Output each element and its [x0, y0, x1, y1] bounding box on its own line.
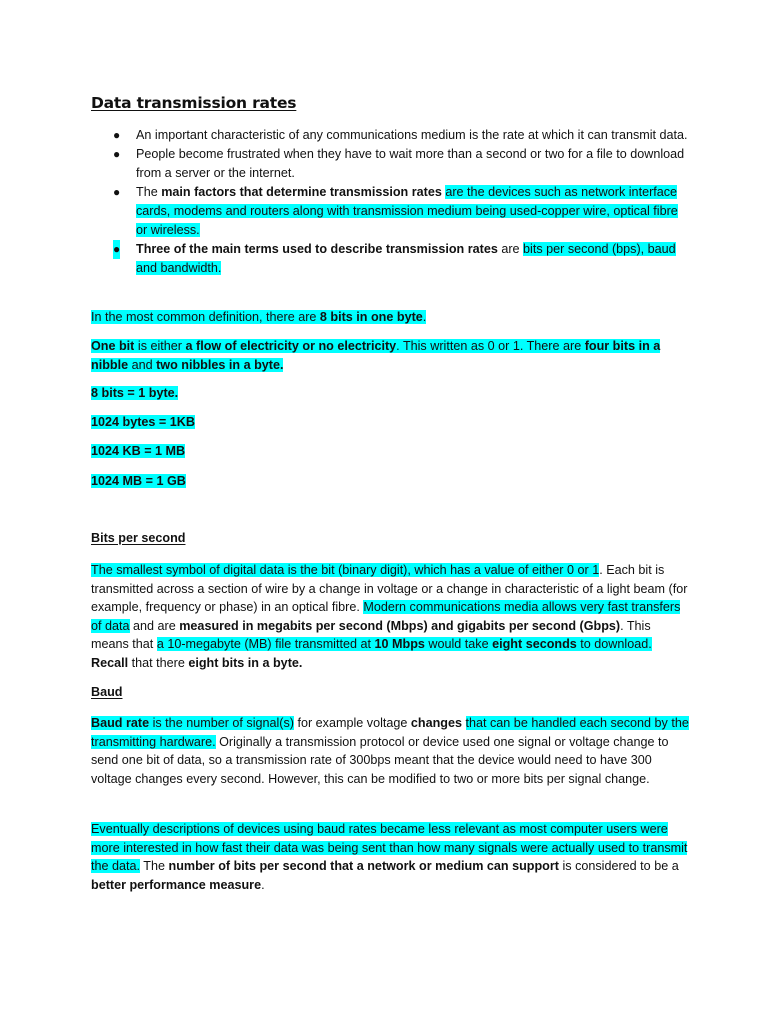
paragraph-1kb	[91, 413, 691, 432]
bullet-item	[0, 240, 768, 278]
paragraph-baud-rate	[91, 714, 691, 788]
text-run: is the number of signal(s)	[149, 716, 294, 730]
bullet-dot-icon: ●	[113, 128, 121, 142]
bold-text-run: Baud rate	[91, 716, 150, 730]
bold-text-run: 1024 MB = 1 GB	[91, 474, 186, 488]
bold-text-run: measured in megabits per second (Mbps) and gigabits per second (Gbps)	[179, 618, 621, 633]
text-run: . This means that	[91, 618, 651, 652]
text-run: bits per second (bps), baud and bandwidth.	[136, 241, 676, 275]
bold-text-run: 10 Mbps	[374, 637, 425, 652]
paragraph-smallest-symbol	[91, 561, 691, 673]
text-run: The	[136, 185, 162, 200]
text-run: for example voltage	[293, 716, 411, 730]
text-run: that can be handled each second by the transmitting hardware.	[91, 716, 689, 749]
bold-text-run: a flow of electricity or no electricity	[185, 339, 397, 353]
bold-text-run: changes	[410, 716, 462, 730]
text-run: are	[497, 241, 524, 256]
bold-text-run: four bits in a nibble	[91, 339, 661, 372]
text-run: Eventually descriptions of devices using baud rates became less relevant as most computer users were more interested in how fast their data was being sent than how many signals were actually used to transmit the data.	[91, 822, 688, 874]
bold-text-run: 8 bits in one byte	[319, 310, 423, 324]
text-run: to download.	[576, 637, 652, 652]
text-run: are the devices such as network interface cards, modems and routers along with transmission medium being used-copper wire, optical fibre or wireless.	[136, 185, 678, 237]
bold-text-run: main factors that determine transmission rates	[161, 185, 442, 200]
heading-baud: Baud	[91, 685, 123, 699]
bold-text-run: One bit	[91, 339, 135, 353]
text-run: The smallest symbol of digital data is the bit (binary digit), which has a value of either 0 or 1	[91, 563, 600, 577]
page-title: Data transmission rates	[91, 94, 297, 112]
bold-text-run: 8 bits = 1 byte.	[91, 386, 179, 400]
text-run: Modern communications media allows very fast transfers of data	[91, 600, 681, 633]
text-run: People become frustrated when they have to wait more than a second or two for a file to download from a server or the internet.	[136, 147, 685, 180]
bullet-item	[0, 145, 768, 183]
text-run	[462, 716, 466, 730]
paragraph-bits-in-byte	[91, 308, 691, 327]
text-run: would take	[424, 637, 493, 652]
bold-text-run: two nibbles in a byte.	[156, 357, 284, 372]
heading-bits-per-second: Bits per second	[91, 531, 186, 545]
bullet-dot-icon: ●	[113, 147, 121, 162]
text-run: The	[140, 859, 169, 874]
paragraph-1gb	[91, 472, 691, 491]
text-run: An important characteristic of any communications medium is the rate at which it can transmit data.	[136, 128, 688, 142]
bullet-list	[0, 126, 768, 278]
bold-text-run: eight seconds	[492, 637, 577, 652]
paragraph-one-bit	[91, 337, 691, 374]
text-run: and	[128, 357, 157, 372]
bullet-dot-icon: ●	[113, 240, 120, 259]
text-run: .	[422, 310, 427, 324]
text-run: that there	[128, 655, 189, 670]
text-run: In the most common definition, there are	[91, 310, 320, 324]
bold-text-run: better performance measure	[91, 877, 262, 892]
bold-text-run: 1024 KB = 1 MB	[91, 444, 186, 458]
text-run: .	[261, 877, 265, 892]
text-run: . Each bit is transmitted across a section of wire by a change in voltage or a change in characteristic of a light beam (for example, frequency or phase) in an optical fibre.	[91, 563, 688, 615]
paragraph-8-bits	[91, 384, 691, 403]
text-run: Originally a transmission protocol or device used one signal or voltage change to send one bit of data, so a transmission rate of 300bps meant that the device would need to have 300 voltage changes every second. However, this can be modified to two or more bits per signal change.	[91, 734, 669, 786]
bullet-item	[0, 126, 768, 145]
text-run: . This written as 0 or 1. There are	[396, 339, 585, 353]
bold-text-run: eight bits in a byte.	[188, 655, 303, 670]
bullet-dot-icon: ●	[113, 185, 121, 200]
paragraph-1mb	[91, 442, 691, 461]
text-run: is considered to be a	[558, 859, 679, 874]
text-run: and are	[129, 618, 180, 633]
bold-text-run: Recall	[91, 655, 129, 670]
bold-text-run: 1024 bytes = 1KB	[91, 415, 195, 429]
text-run: a 10-megabyte (MB) file transmitted at	[156, 637, 375, 652]
text-run: is either	[134, 339, 186, 353]
bold-text-run: number of bits per second that a network or medium can support	[168, 859, 559, 874]
bold-text-run: Three of the main terms used to describe transmission rates	[136, 241, 498, 256]
bullet-item	[0, 183, 768, 239]
paragraph-eventually	[91, 820, 691, 894]
